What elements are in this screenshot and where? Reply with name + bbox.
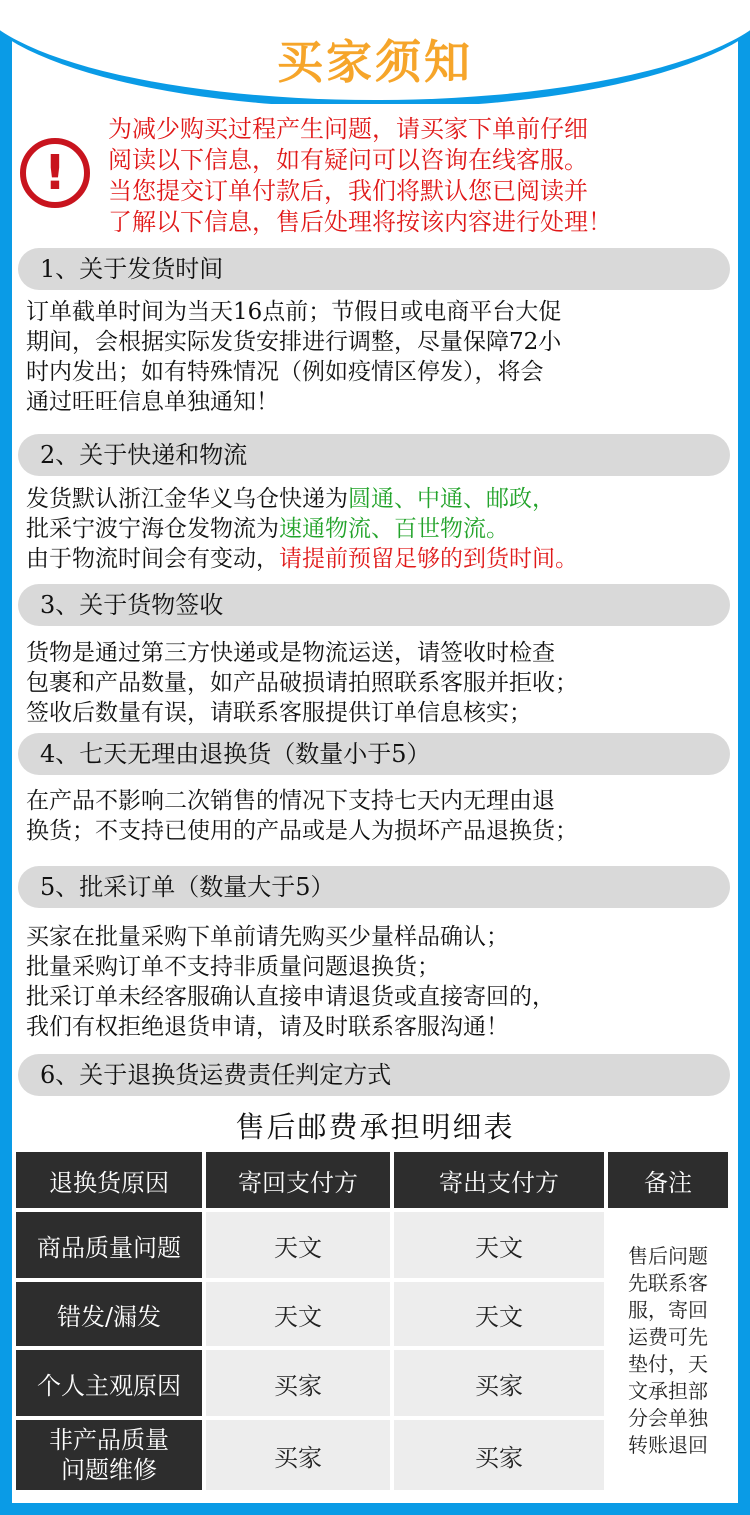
cell-line: 非产品质量 bbox=[49, 1426, 169, 1454]
logistics-list: 速通物流、百世物流。 bbox=[279, 516, 509, 542]
table-header-reason: 退换货原因 bbox=[16, 1152, 202, 1208]
warning-line: 当您提交订单付款后，我们将默认您已阅读并 bbox=[108, 177, 588, 205]
text-line: 在产品不影响二次销售的情况下支持七天内无理由退 bbox=[26, 788, 555, 814]
note-line: 转账退回 bbox=[628, 1433, 708, 1457]
note-line: 运费可先 bbox=[628, 1325, 708, 1349]
table-cell-send-payer: 买家 bbox=[394, 1420, 604, 1490]
table-cell-reason: 错发/漏发 bbox=[16, 1282, 202, 1346]
text-line: 货物是通过第三方快递或是物流运送，请签收时检查 bbox=[26, 640, 555, 666]
note-line: 分会单独 bbox=[628, 1406, 708, 1430]
section-1-heading: 1、关于发货时间 bbox=[18, 248, 730, 290]
text-line bbox=[26, 484, 734, 514]
courier-list: 圆通、中通、邮政， bbox=[348, 486, 555, 512]
table-header-send-payer: 寄出支付方 bbox=[394, 1152, 604, 1208]
note-line: 文承担部 bbox=[628, 1379, 708, 1403]
text-line bbox=[26, 544, 734, 574]
table-cell-send-payer: 天文 bbox=[394, 1282, 604, 1346]
text-line: 时内发出；如有特殊情况（例如疫情区停发），将会 bbox=[26, 359, 544, 385]
section-4-heading: 4、七天无理由退换货（数量小于5） bbox=[18, 733, 730, 775]
warning-line: 阅读以下信息，如有疑问可以咨询在线客服。 bbox=[108, 146, 588, 174]
section-5-heading: 5、批采订单（数量大于5） bbox=[18, 866, 730, 908]
text-line: 包裹和产品数量，如产品破损请拍照联系客服并拒收； bbox=[26, 670, 578, 696]
text-line: 批量采购订单不支持非质量问题退换货； bbox=[26, 954, 440, 980]
table-cell-note bbox=[608, 1212, 728, 1490]
table-cell-return-payer: 买家 bbox=[206, 1350, 390, 1416]
table-header-return-payer: 寄回支付方 bbox=[206, 1152, 390, 1208]
text-span: 批采宁波宁海仓发物流为 bbox=[26, 516, 279, 542]
note-line: 垫付，天 bbox=[628, 1352, 708, 1376]
section-5-body bbox=[26, 922, 734, 1042]
table-cell-reason: 个人主观原因 bbox=[16, 1350, 202, 1416]
section-1-body bbox=[26, 297, 734, 417]
section-4-body bbox=[26, 786, 734, 846]
text-line: 批采订单未经客服确认直接申请退货或直接寄回的， bbox=[26, 984, 555, 1010]
exclamation-icon: ! bbox=[20, 138, 90, 208]
section-2-body bbox=[26, 484, 734, 574]
table-header-note: 备注 bbox=[608, 1152, 728, 1208]
section-3-body bbox=[26, 638, 734, 728]
text-line: 期间，会根据实际发货安排进行调整，尽量保障72小 bbox=[26, 329, 562, 355]
table-cell-reason bbox=[16, 1420, 202, 1490]
table-cell-reason: 商品质量问题 bbox=[16, 1212, 202, 1278]
note-line: 服，寄回 bbox=[628, 1298, 708, 1322]
table-cell-return-payer: 天文 bbox=[206, 1212, 390, 1278]
text-line: 通过旺旺信息单独通知！ bbox=[26, 389, 279, 415]
text-line bbox=[26, 514, 734, 544]
text-line: 订单截单时间为当天16点前；节假日或电商平台大促 bbox=[26, 299, 562, 325]
text-line: 签收后数量有误，请联系客服提供订单信息核实； bbox=[26, 700, 532, 726]
page-title: 买家须知 bbox=[277, 35, 473, 89]
text-span: 发货默认浙江金华义乌仓快递为 bbox=[26, 486, 348, 512]
arrival-reminder: 请提前预留足够的到货时间。 bbox=[279, 546, 578, 572]
table-title: 售后邮费承担明细表 bbox=[235, 1110, 515, 1144]
warning-notice bbox=[108, 114, 734, 238]
warning-line: 为减少购买过程产生问题，请买家下单前仔细 bbox=[108, 115, 588, 143]
table-cell-return-payer: 买家 bbox=[206, 1420, 390, 1490]
table-cell-send-payer: 买家 bbox=[394, 1350, 604, 1416]
warning-line: 了解以下信息，售后处理将按该内容进行处理！ bbox=[108, 208, 612, 236]
section-6-heading: 6、关于退换货运费责任判定方式 bbox=[18, 1054, 730, 1096]
note-line: 售后问题 bbox=[628, 1244, 708, 1268]
cell-line: 问题维修 bbox=[61, 1456, 157, 1484]
text-line: 我们有权拒绝退货申请，请及时联系客服沟通！ bbox=[26, 1014, 509, 1040]
table-cell-send-payer: 天文 bbox=[394, 1212, 604, 1278]
section-3-heading: 3、关于货物签收 bbox=[18, 584, 730, 626]
note-line: 先联系客 bbox=[628, 1271, 708, 1295]
text-line: 买家在批量采购下单前请先购买少量样品确认； bbox=[26, 924, 509, 950]
table-cell-return-payer: 天文 bbox=[206, 1282, 390, 1346]
text-line: 换货；不支持已使用的产品或是人为损坏产品退换货； bbox=[26, 818, 578, 844]
title-banner bbox=[0, 0, 750, 104]
text-span: 由于物流时间会有变动， bbox=[26, 546, 279, 572]
section-2-heading: 2、关于快递和物流 bbox=[18, 434, 730, 476]
